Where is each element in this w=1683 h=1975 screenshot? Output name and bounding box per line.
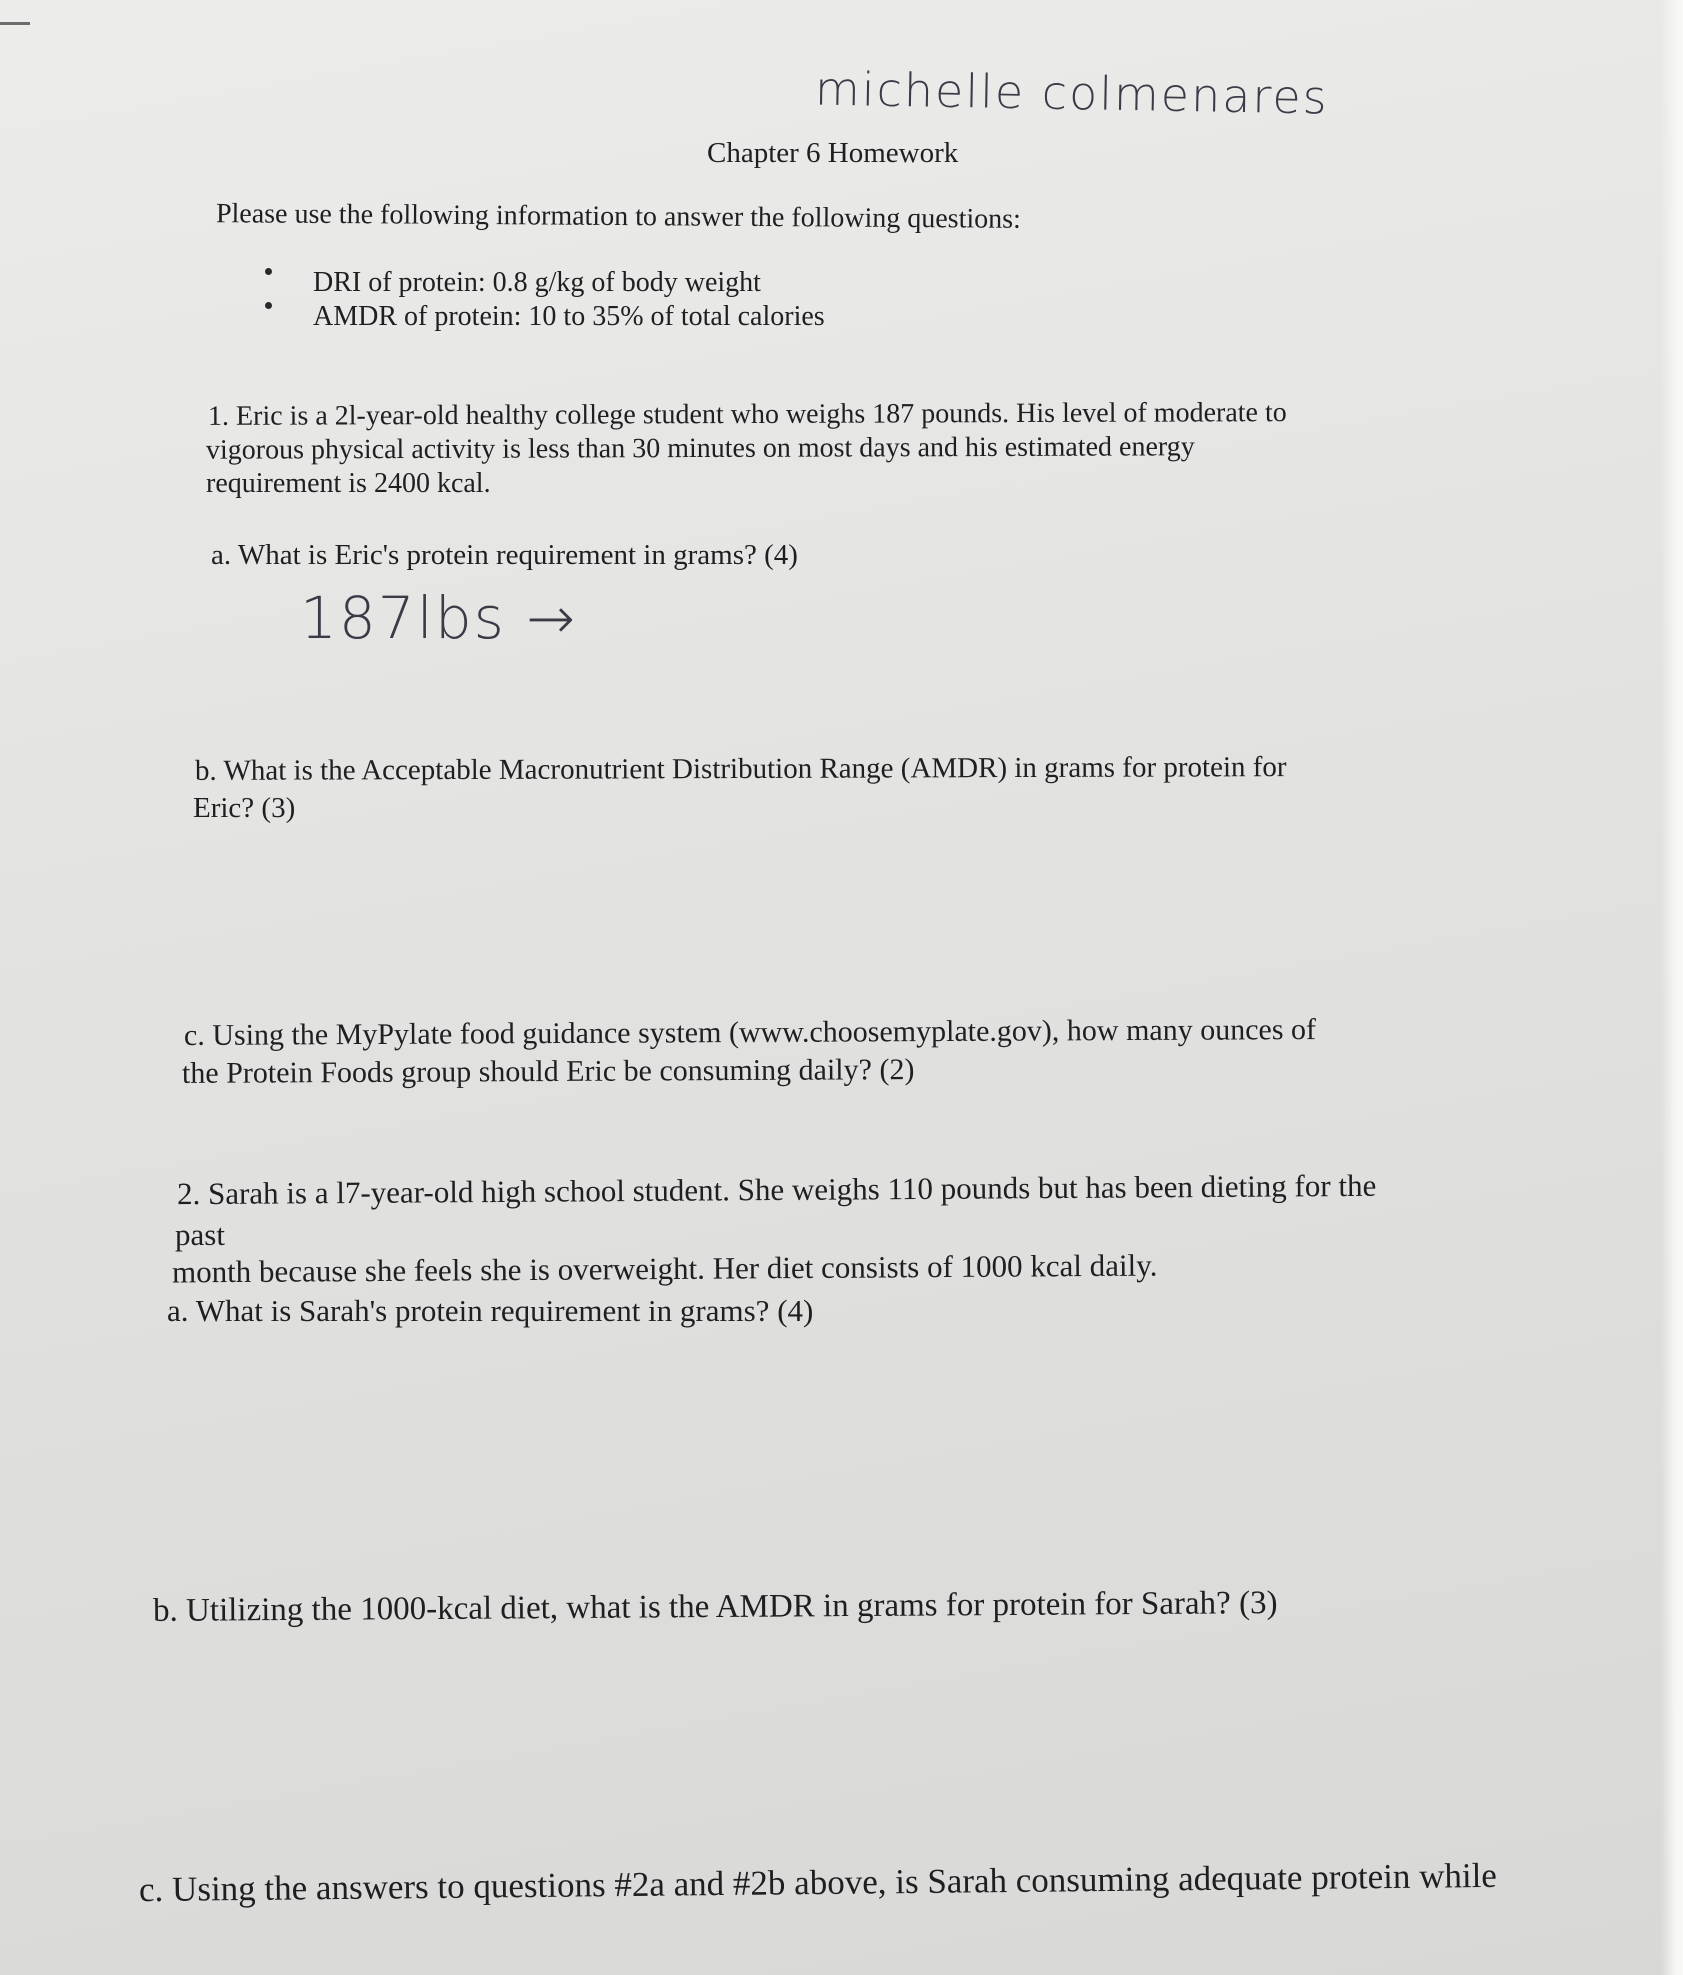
q2c-question: c. Using the answers to questions #2a and #2b above, is Sarah consuming adequate protein while xyxy=(138,1855,1498,1910)
q2a-question: a. What is Sarah's protein requirement in grams? (4) xyxy=(167,1293,814,1328)
handwritten-name: michelle colmenares xyxy=(814,61,1330,125)
q1c-line-2: the Protein Foods group should Eric be consuming daily? (2) xyxy=(181,1053,915,1090)
q1b-line-2: Eric? (3) xyxy=(193,792,296,824)
q1-line-2: vigorous physical activity is less than 30 minutes on most days and his estimated energy xyxy=(205,431,1195,466)
q1-line-1: 1. Eric is a 2l-year-old healthy college student who weighs 187 pounds. His level of moderate to xyxy=(207,397,1287,432)
page-edge xyxy=(1661,0,1683,1975)
instructions: Please use the following information to answer the following questions: xyxy=(215,198,1021,235)
edge-mark xyxy=(0,22,30,25)
bullet-dri: DRI of protein: 0.8 g/kg of body weight xyxy=(313,267,761,298)
q2b-question: b. Utilizing the 1000-kcal diet, what is the AMDR in grams for protein for Sarah? (3) xyxy=(152,1585,1278,1629)
page-title: Chapter 6 Homework xyxy=(707,137,959,169)
bullet-amdr: AMDR of protein: 10 to 35% of total calories xyxy=(313,301,825,332)
q2-line-1: 2. Sarah is a l7-year-old high school student. She weighs 110 pounds but has been dieting for the xyxy=(176,1167,1377,1212)
q2-line-2: past xyxy=(175,1217,225,1252)
bullet-dot xyxy=(265,268,272,275)
q1a-question: a. What is Eric's protein requirement in grams? (4) xyxy=(211,539,798,571)
handwritten-answer-1a: 187lbs → xyxy=(300,584,577,652)
q2-line-3: month because she feels she is overweight. Her diet consists of 1000 kcal daily. xyxy=(171,1247,1158,1290)
q1c-line-1: c. Using the MyPylate food guidance system (www.choosemyplate.gov), how many ounces of xyxy=(183,1013,1317,1052)
q1-line-3: requirement is 2400 kcal. xyxy=(206,468,491,499)
q1b-line-1: b. What is the Acceptable Macronutrient Distribution Range (AMDR) in grams for protein for xyxy=(194,751,1287,787)
bullet-dot xyxy=(265,302,272,309)
